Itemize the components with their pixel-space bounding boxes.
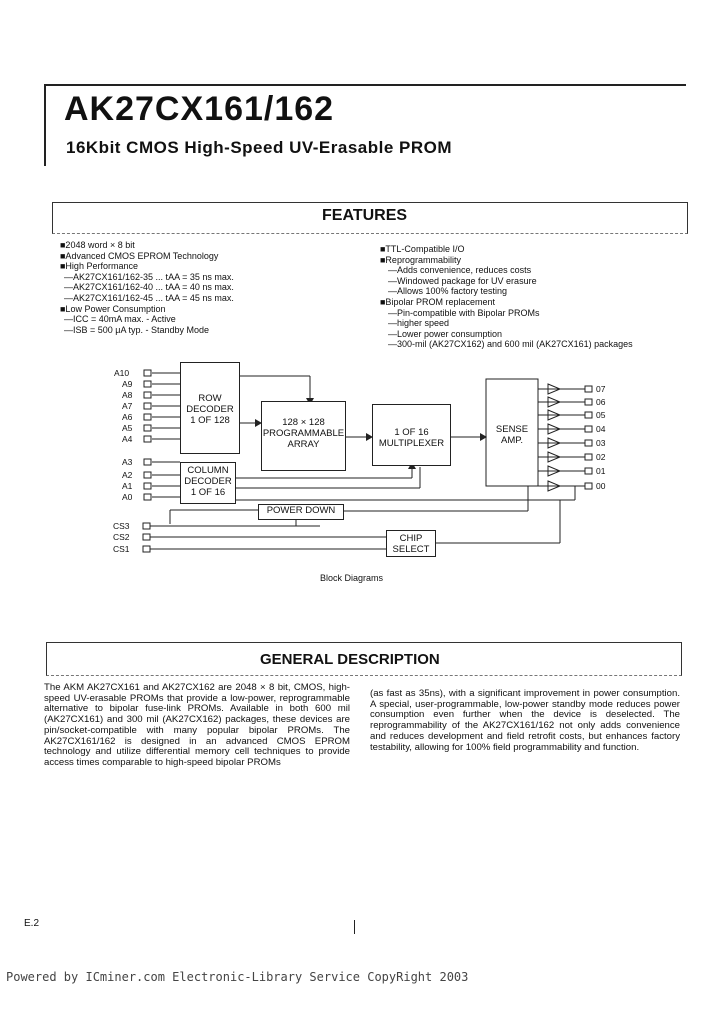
sense-amp-line: AMP.: [500, 435, 523, 446]
chip-select-line: CHIP: [399, 533, 423, 544]
feature-item: ■2048 word × 8 bit: [60, 240, 135, 250]
description-column-right: [370, 689, 680, 753]
block-diagram-caption: Block Diagrams: [320, 573, 384, 583]
pin-a4-label: A4: [122, 434, 133, 444]
row-decoder-line: 1 OF 128: [190, 415, 230, 426]
array-block: [261, 401, 346, 471]
array-line: PROGRAMMABLE: [262, 428, 345, 439]
pin-o5-label: 05: [596, 410, 606, 420]
pin-a5-label: A5: [122, 423, 133, 433]
row-decoder-line: DECODER: [186, 404, 234, 415]
description-column-left: [44, 683, 350, 769]
feature-item: —300-mil (AK27CX162) and 600 mil (AK27CX161) packages: [388, 339, 633, 350]
pin-cs1-label: CS1: [113, 544, 130, 554]
chip-select-block: [386, 530, 436, 557]
array-line: ARRAY: [287, 439, 320, 450]
feature-item: ■Advanced CMOS EPROM Technology: [60, 250, 219, 261]
pin-a0-label: A0: [122, 492, 133, 502]
feature-item: —AK27CX161/162-45 ... tAA = 45 ns max.: [64, 292, 234, 303]
feature-item: ■TTL-Compatible I/O: [380, 244, 465, 254]
feature-item: —Allows 100% factory testing: [388, 286, 508, 297]
pin-a8-label: A8: [122, 390, 133, 400]
array-line: 128 × 128: [282, 417, 325, 428]
document-subtitle: 16Kbit CMOS High-Speed UV-Erasable PROM: [66, 138, 453, 157]
pin-cs3-label: CS3: [113, 521, 130, 531]
pin-o7-label: 07: [596, 384, 606, 394]
feature-item: ■Low Power Consumption: [60, 303, 166, 314]
pin-cs2-label: CS2: [113, 532, 130, 542]
pin-o3-label: 03: [596, 438, 606, 448]
general-description-heading: GENERAL DESCRIPTION: [256, 651, 444, 668]
feature-item: —AK27CX161/162-35 ... tAA = 35 ns max.: [64, 271, 234, 282]
pin-a1-label: A1: [122, 481, 133, 491]
feature-item: ■Bipolar PROM replacement: [380, 296, 495, 307]
pin-a6-label: A6: [122, 412, 133, 422]
copyright-footer: Powered by ICminer.com Electronic-Library Service CopyRight 2003: [6, 970, 469, 984]
pin-a2-label: A2: [122, 470, 133, 480]
column-decoder-line: DECODER: [184, 476, 232, 487]
pin-a7-label: A7: [122, 401, 133, 411]
pin-o2-label: 02: [596, 452, 606, 462]
pin-a10-label: A10: [114, 368, 130, 378]
feature-item: —higher speed: [388, 318, 450, 329]
column-decoder-line: 1 OF 16: [190, 487, 226, 498]
power-down-block: POWER DOWN: [258, 504, 344, 520]
pin-a3-label: A3: [122, 457, 133, 467]
feature-item: —Windowed package for UV erasure: [388, 275, 537, 286]
feature-item: —AK27CX161/162-40 ... tAA = 40 ns max.: [64, 282, 234, 293]
row-decoder-line: ROW: [198, 393, 222, 404]
pin-o1-label: 01: [596, 466, 606, 476]
part-number-title: AK27CX161/162: [64, 90, 335, 128]
pin-o6-label: 06: [596, 397, 606, 407]
feature-item: ■High Performance: [60, 261, 138, 272]
center-mark: [354, 920, 355, 934]
multiplexer-line: 1 OF 16: [394, 427, 429, 438]
row-decoder-block: [180, 362, 240, 454]
feature-item: —ICC = 40mA max. - Active: [64, 314, 176, 325]
feature-item: ■Reprogrammability: [380, 254, 461, 265]
pin-a9-label: A9: [122, 379, 133, 389]
multiplexer-line: MULTIPLEXER: [378, 438, 445, 449]
feature-item: —Pin-compatible with Bipolar PROMs: [388, 307, 540, 318]
sense-amp-line: SENSE: [495, 424, 529, 435]
feature-item: —Lower power consumption: [388, 328, 503, 339]
feature-item: —ISB = 500 μA typ. - Standby Mode: [64, 324, 210, 335]
multiplexer-block: [372, 404, 451, 466]
chip-select-line: SELECT: [392, 544, 430, 555]
column-decoder-line: COLUMN: [187, 465, 229, 476]
column-decoder-block: [180, 462, 236, 504]
page-label: E.2: [24, 918, 40, 929]
feature-item: —Adds convenience, reduces costs: [388, 265, 532, 276]
features-heading: FEATURES: [318, 207, 411, 225]
pin-o4-label: 04: [596, 424, 606, 434]
description-paragraph: (as fast as 35ns), with a significant improvement in power consumption. A special, user-programmable, low-power standby mode reduces power consumption even further when the device is deselected. The reprogrammability of the AK27CX161/162 not only adds convenience and reduces development and field retrofit costs, but enhances factory testability, allowing for 100% field programmability and function.: [370, 688, 680, 753]
sense-amp-block: [487, 424, 537, 450]
description-paragraph: The AKM AK27CX161 and AK27CX162 are 2048 × 8 bit, CMOS, high-speed UV-erasable PROMs that provide a low-power, reprogrammable alternative to bipolar fuse-link PROMs. Available in both 600 mil (AK27CX161) and 300 mil (AK27CX162) packages, these devices are pin/socket-compatible with many popular bipolar PROMs. The AK27CX161/162 is designed in an advanced CMOS EPROM technology and utilize differential memory cell techniques to provide access times comparable to high-speed bipolar PROMs: [44, 682, 350, 768]
pin-o0-label: 00: [596, 481, 606, 491]
